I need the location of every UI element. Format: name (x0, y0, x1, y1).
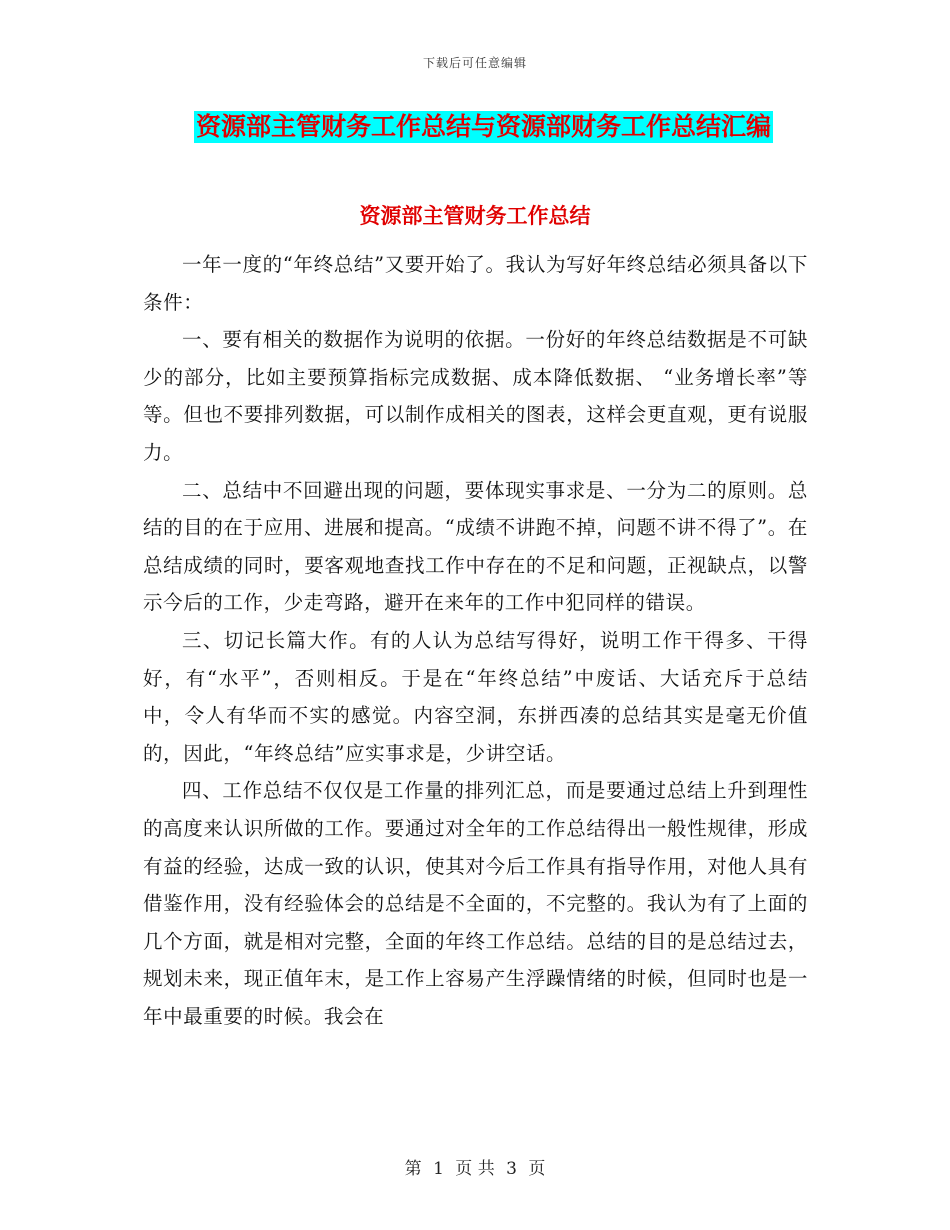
footer-prefix: 第 (404, 1159, 422, 1179)
footer-current-page: 1 (433, 1159, 444, 1179)
footer-mid: 页 共 (455, 1159, 495, 1179)
paragraph-point-2: 二、总结中不回避出现的问题，要体现实事求是、一分为二的原则。总结的目的在于应用、进展和提高。“成绩不讲跑不掉，问题不讲不得了”。在总结成绩的同时，要客观地查找工作中存在的不足和问题，正视缺点，以警示今后的工作，少走弯路，避开在来年的工作中犯同样的错误。 (143, 478, 808, 615)
document-body (143, 246, 808, 1035)
page-footer (0, 1154, 950, 1179)
paragraph-point-4: 四、工作总结不仅仅是工作量的排列汇总，而是要通过总结上升到理性的高度来认识所做的工作。要通过对全年的工作总结得出一般性规律，形成有益的经验，达成一致的认识，使其对今后工作具有指导作用，对他人具有借鉴作用，没有经验体会的总结是不全面的，不完整的。我认为有了上面的几个方面，就是相对完整，全面的年终工作总结。总结的目的是总结过去，规划未来，现正值年末，是工作上容易产生浮躁情绪的时候，但同时也是一年中最重要的时候。我会在 (143, 779, 808, 1028)
section-title: 资源部主管财务工作总结 (359, 204, 591, 228)
document-main-title: 资源部主管财务工作总结与资源部财务工作总结汇编 (196, 112, 772, 141)
paragraph-point-3: 三、切记长篇大作。有的人认为总结写得好，说明工作干得多、干得好，有“水平”，否则相反。于是在“年终总结”中废话、大话充斥于总结中，令人有华而不实的感觉。内容空洞，东拼西凑的总结其实是毫无价值的，因此，“年终总结”应实事求是，少讲空话。 (143, 628, 808, 765)
footer-suffix: 页 (528, 1159, 546, 1179)
paragraph-intro: 一年一度的“年终总结”又要开始了。我认为写好年终总结必须具备以下条件： (143, 253, 808, 314)
footer-total-pages: 3 (506, 1159, 517, 1179)
paragraph-point-1: 一、要有相关的数据作为说明的依据。一份好的年终总结数据是不可缺少的部分，比如主要预算指标完成数据、成本降低数据、 “业务增长率”等等。但也不要排列数据，可以制作成相关的图表，这样会更直观，更有说服力。 (143, 328, 808, 464)
header-note: 下载后可任意编辑 (422, 56, 527, 70)
